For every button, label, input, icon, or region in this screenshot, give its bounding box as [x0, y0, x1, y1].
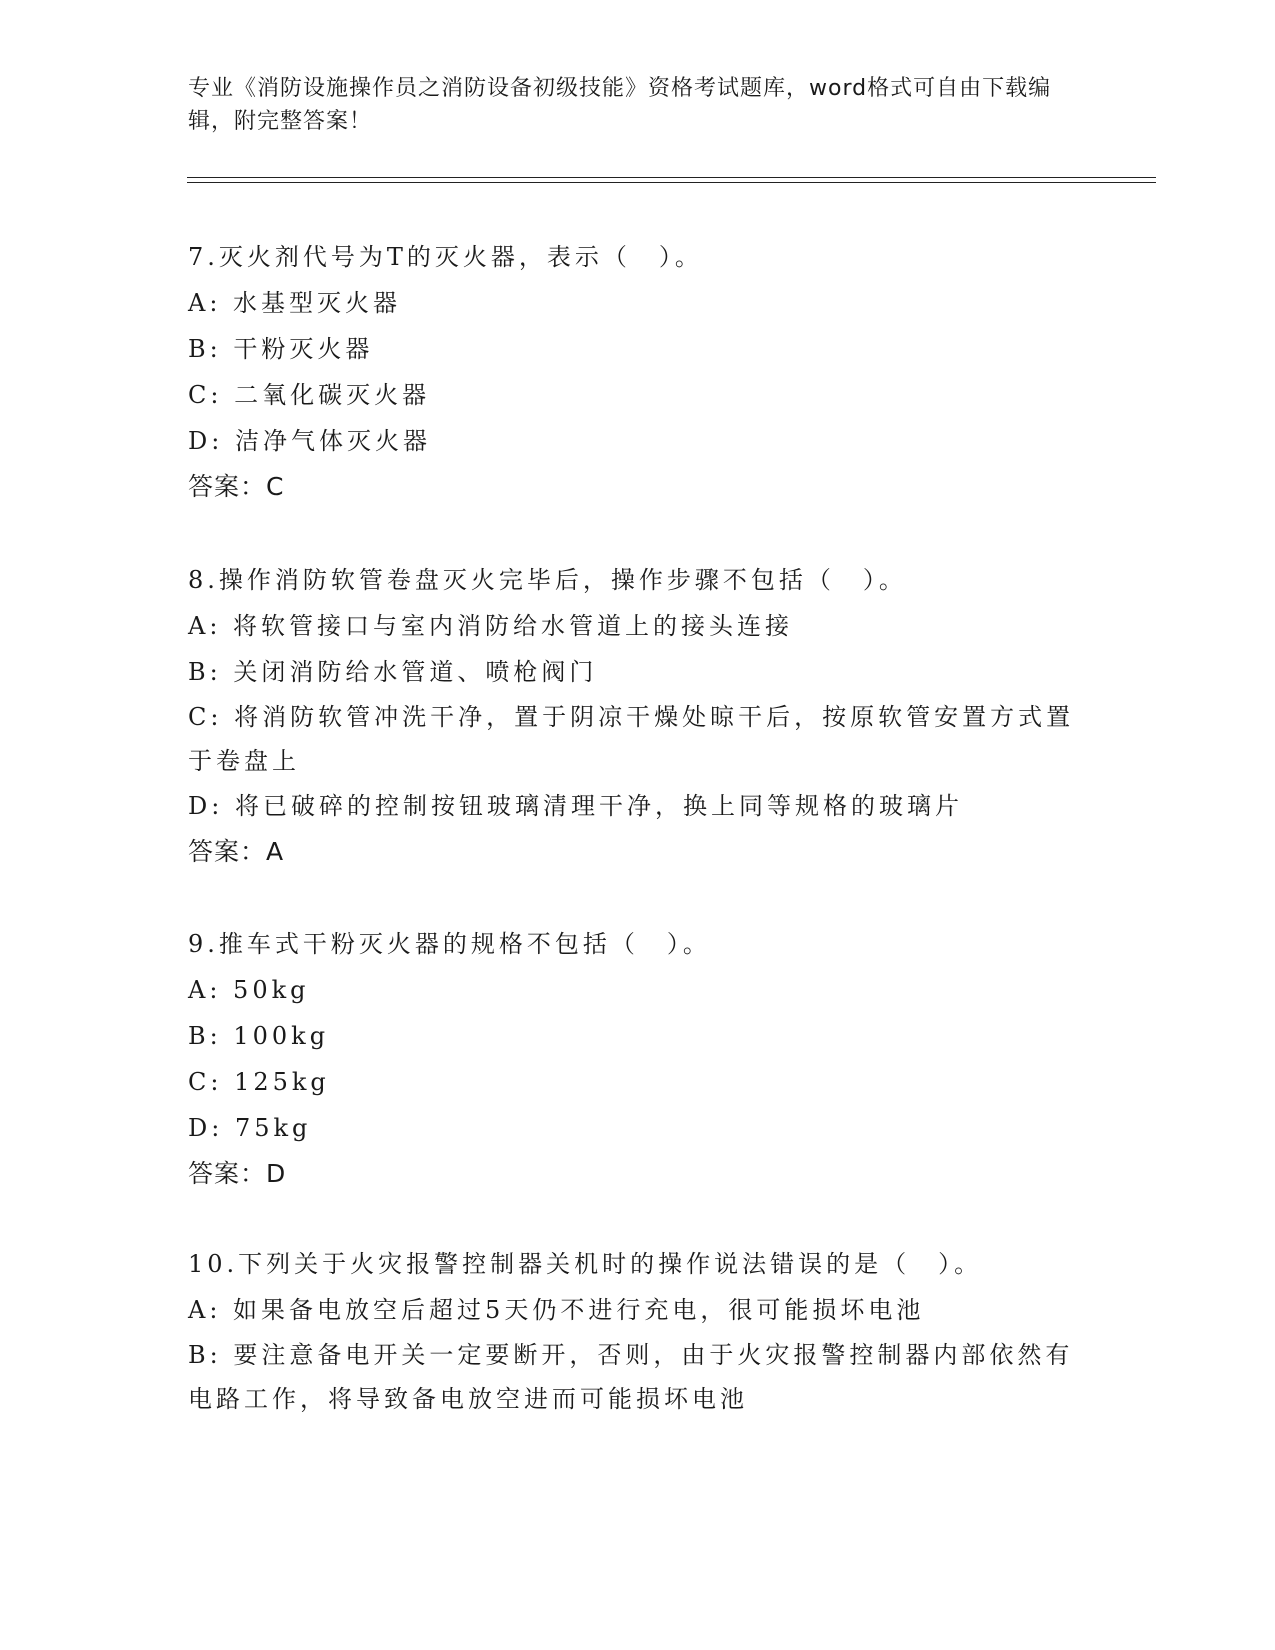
question-stem: 8.操作消防软管卷盘灭火完毕后，操作步骤不包括（ ）。: [188, 566, 907, 594]
question-9: [188, 921, 1088, 1197]
answer-label: 答案：D: [188, 1159, 287, 1188]
option-c: C: 125kg: [188, 1068, 330, 1096]
question-8: [188, 557, 1088, 875]
option-a: A: 如果备电放空后超过5天仍不进行充电，很可能损坏电池: [188, 1296, 925, 1324]
option-c: C: 将消防软管冲洗干净，置于阴凉干燥处晾干后，按原软管安置方式置于卷盘上: [188, 703, 1075, 775]
question-stem: 10.下列关于火灾报警控制器关机时的操作说法错误的是（ ）。: [188, 1250, 983, 1278]
option-d: D: 75kg: [188, 1114, 312, 1142]
option-a: A: 将软管接口与室内消防给水管道上的接头连接: [188, 612, 794, 640]
option-b: B: 100kg: [188, 1022, 330, 1050]
answer-label: 答案：C: [188, 472, 285, 501]
question-7: [188, 234, 1088, 510]
option-b: B: 关闭消防给水管道、喷枪阀门: [188, 658, 598, 686]
option-b: B: 要注意备电开关一定要断开，否则，由于火灾报警控制器内部依然有电路工作，将导致备电放空进而可能损坏电池: [188, 1341, 1074, 1413]
question-10: [188, 1241, 1088, 1421]
option-c: C: 二氧化碳灭火器: [188, 381, 431, 409]
option-a: A: 水基型灭火器: [188, 289, 402, 317]
header-divider-bottom: [187, 182, 1156, 183]
option-a: A: 50kg: [188, 976, 310, 1004]
option-d: D: 将已破碎的控制按钮玻璃清理干净，换上同等规格的玻璃片: [188, 792, 963, 820]
document-header: 专业《消防设施操作员之消防设备初级技能》资格考试题库，word格式可自由下载编辑，附完整答案！: [188, 76, 1052, 134]
answer-label: 答案：A: [188, 837, 285, 866]
option-d: D: 洁净气体灭火器: [188, 427, 431, 455]
header-divider-top: [187, 177, 1156, 178]
option-b: B: 干粉灭火器: [188, 335, 374, 363]
question-stem: 7.灭火剂代号为T的灭火器，表示（ ）。: [188, 243, 703, 271]
question-stem: 9.推车式干粉灭火器的规格不包括（ ）。: [188, 930, 711, 958]
